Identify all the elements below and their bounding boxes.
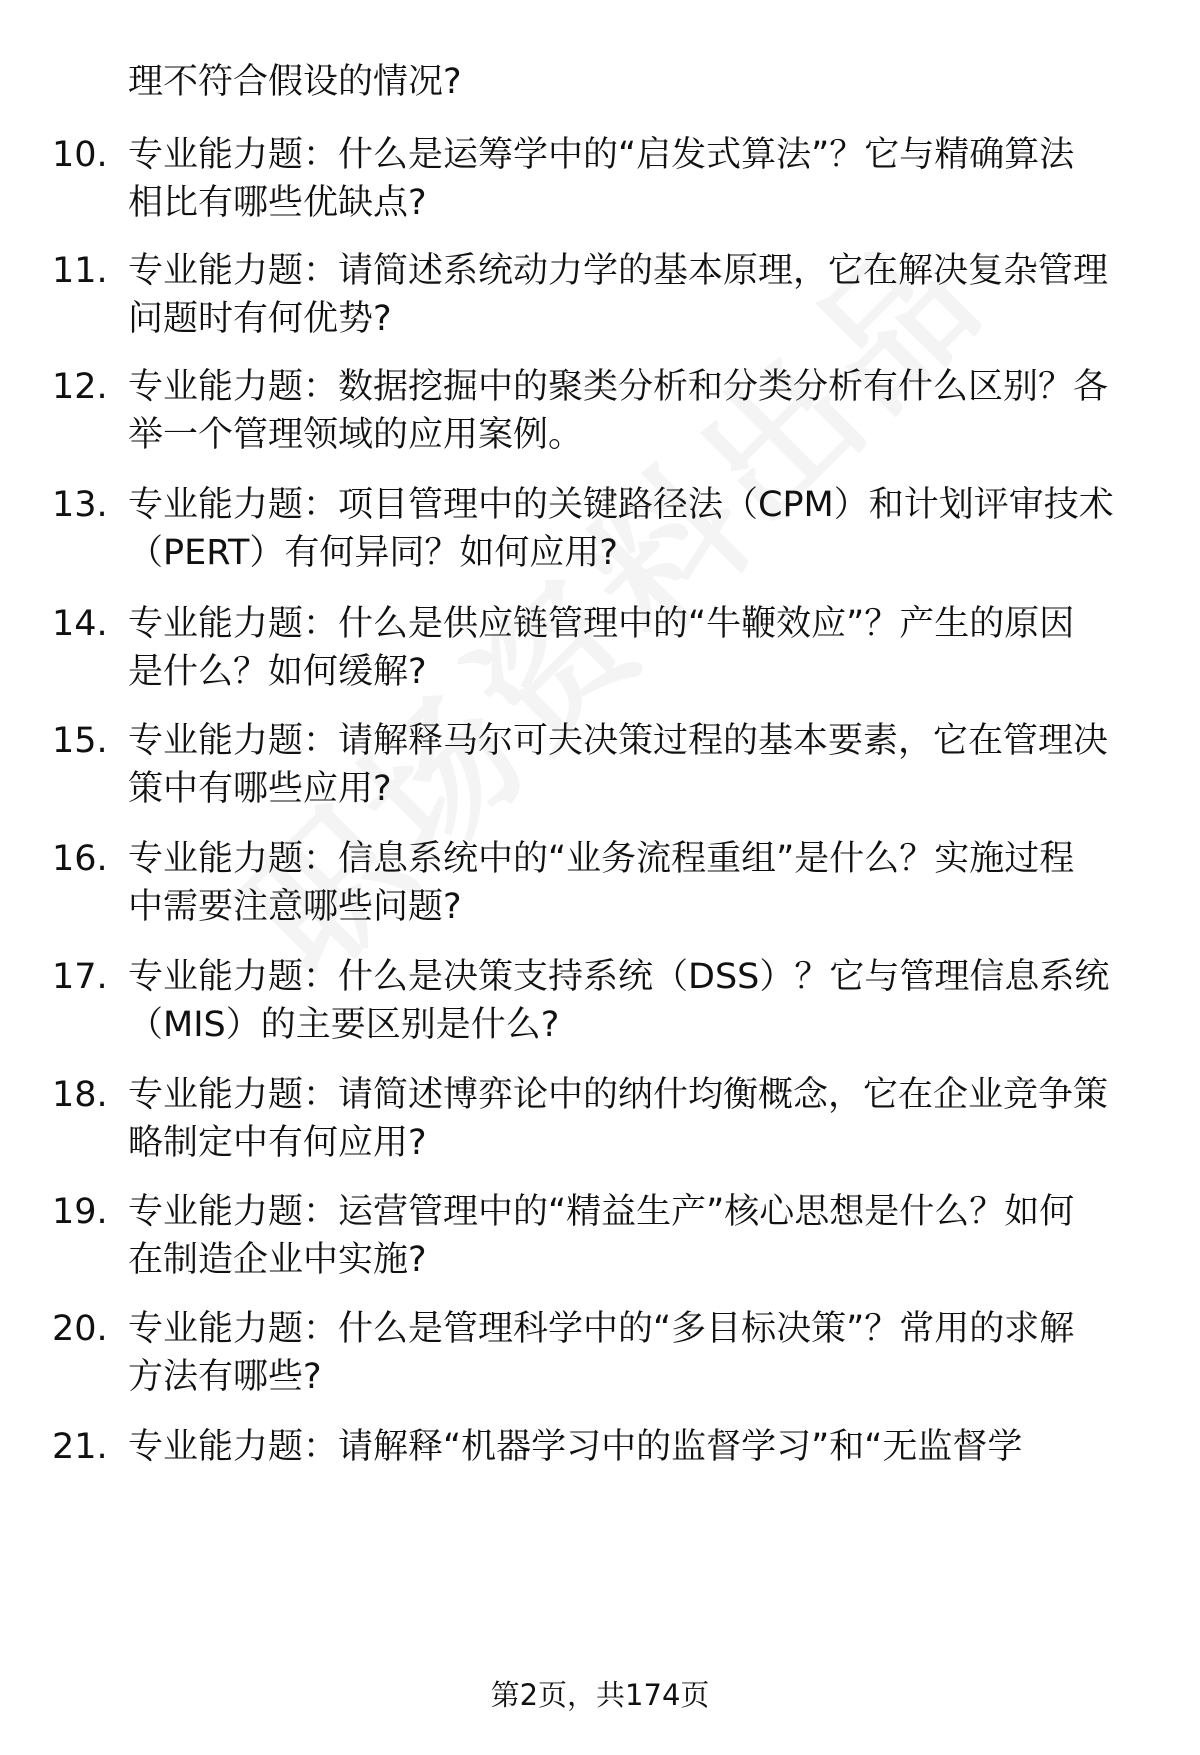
carryover-text: 理不符合假设的情况? bbox=[128, 62, 462, 102]
question-line: （PERT）有何异同？如何应用? bbox=[128, 533, 618, 573]
page-footer: 第2页，共174页 bbox=[490, 1678, 710, 1712]
question-line: 在制造企业中实施? bbox=[128, 1240, 427, 1280]
question-line: 专业能力题：运营管理中的“精益生产”核心思想是什么？如何 bbox=[128, 1192, 1075, 1232]
question-line: 专业能力题：什么是供应链管理中的“牛鞭效应”？产生的原因 bbox=[128, 604, 1075, 644]
question-line: 专业能力题：什么是管理科学中的“多目标决策”？常用的求解 bbox=[128, 1309, 1075, 1349]
question-number: 13. bbox=[52, 485, 108, 525]
question-line: 中需要注意哪些问题? bbox=[128, 887, 462, 927]
question-line: 专业能力题：请简述系统动力学的基本原理，它在解决复杂管理 bbox=[128, 251, 1109, 291]
question-text bbox=[128, 1071, 1148, 1167]
question-text bbox=[128, 481, 1148, 577]
question-line: 专业能力题：项目管理中的关键路径法（CPM）和计划评审技术 bbox=[128, 485, 1114, 525]
question-line: 专业能力题：请解释马尔可夫决策过程的基本要素，它在管理决 bbox=[128, 721, 1109, 761]
question-line: 专业能力题：数据挖掘中的聚类分析和分类分析有什么区别？各 bbox=[128, 367, 1109, 407]
question-text bbox=[128, 835, 1148, 931]
question-line: 是什么？如何缓解? bbox=[128, 652, 427, 692]
question-line: 举一个管理领域的应用案例。 bbox=[128, 415, 584, 455]
question-line: 略制定中有何应用? bbox=[128, 1123, 427, 1163]
question-number: 14. bbox=[52, 604, 108, 644]
question-line: 相比有哪些优缺点? bbox=[128, 183, 427, 223]
question-number: 16. bbox=[52, 839, 108, 879]
question-line: 专业能力题：什么是运筹学中的“启发式算法”？它与精确算法 bbox=[128, 135, 1075, 175]
question-line: 专业能力题：请简述博弈论中的纳什均衡概念，它在企业竞争策 bbox=[128, 1075, 1109, 1115]
question-text bbox=[128, 600, 1148, 696]
question-line: 策中有哪些应用? bbox=[128, 769, 392, 809]
question-text bbox=[128, 131, 1148, 227]
question-text bbox=[128, 363, 1148, 459]
question-number: 10. bbox=[52, 135, 108, 175]
question-number: 17. bbox=[52, 957, 108, 997]
question-number: 15. bbox=[52, 721, 108, 761]
question-text bbox=[128, 953, 1148, 1049]
question-text bbox=[128, 717, 1148, 813]
question-number: 21. bbox=[52, 1427, 108, 1467]
question-number: 12. bbox=[52, 367, 108, 407]
question-number: 19. bbox=[52, 1192, 108, 1232]
question-line: 方法有哪些? bbox=[128, 1357, 322, 1397]
question-number: 18. bbox=[52, 1075, 108, 1115]
question-text bbox=[128, 1423, 1148, 1471]
question-line: 专业能力题：信息系统中的“业务流程重组”是什么？实施过程 bbox=[128, 839, 1075, 879]
question-text bbox=[128, 1188, 1148, 1284]
question-line: 问题时有何优势? bbox=[128, 299, 392, 339]
question-number: 20. bbox=[52, 1309, 108, 1349]
question-text bbox=[128, 247, 1148, 343]
question-line: 专业能力题：什么是决策支持系统（DSS）？它与管理信息系统 bbox=[128, 957, 1110, 997]
question-line: （MIS）的主要区别是什么? bbox=[128, 1005, 560, 1045]
question-line: 专业能力题：请解释“机器学习中的监督学习”和“无监督学 bbox=[128, 1427, 1023, 1467]
question-text bbox=[128, 1305, 1148, 1401]
question-number: 11. bbox=[52, 251, 108, 291]
